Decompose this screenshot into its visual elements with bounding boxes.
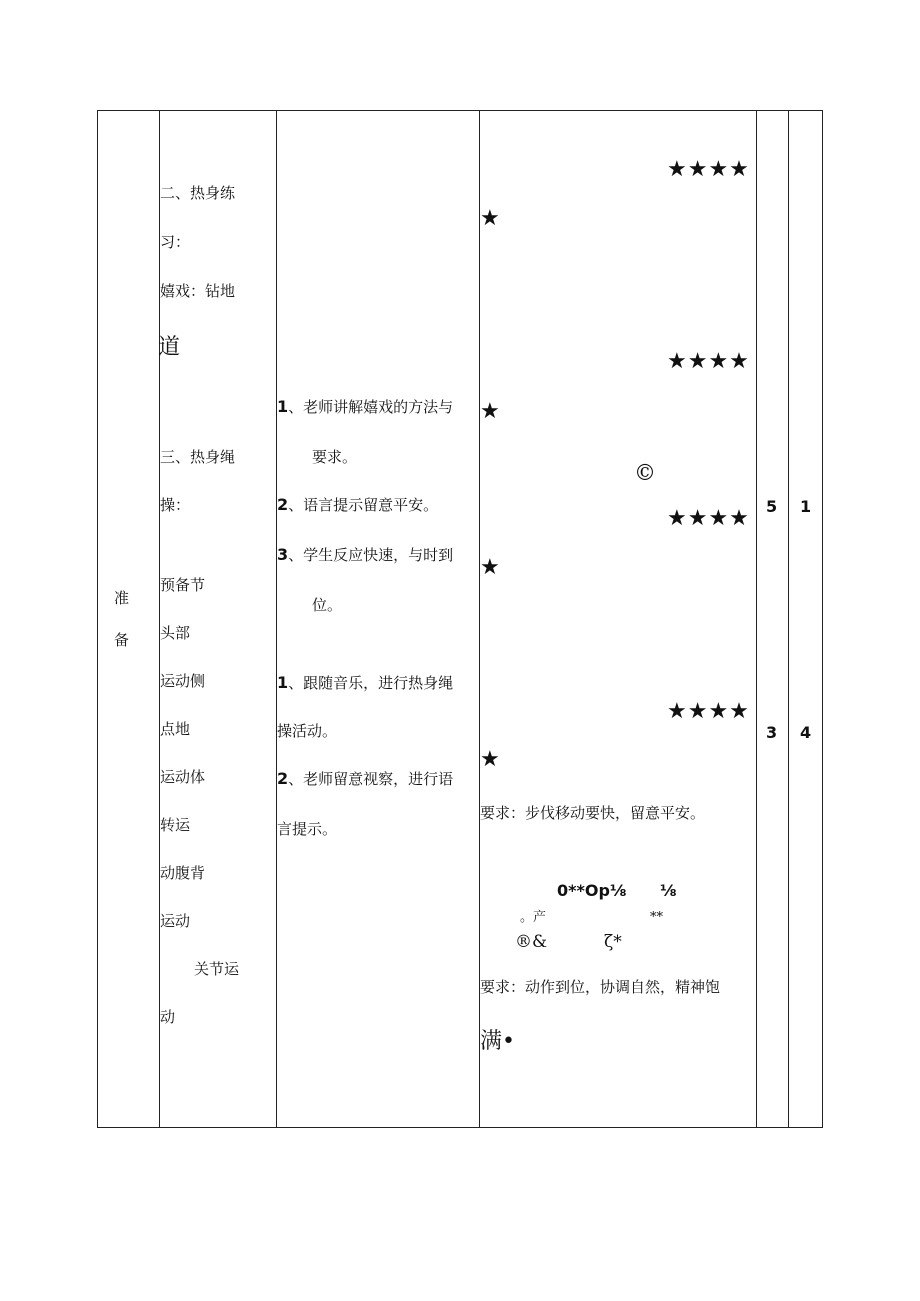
formation-stars: ★★★★ — [667, 349, 750, 374]
formation-symbols: ζ* — [604, 932, 622, 952]
rope-title: 三、热身绳 — [160, 448, 236, 466]
formation-symbols: ⅛ — [660, 881, 677, 900]
section-label-2: 备 — [114, 631, 130, 649]
move-item: 运动 — [160, 912, 191, 930]
step-text: 、语言提示留意平安。 — [288, 496, 439, 514]
formation-star: ★ — [480, 747, 501, 772]
step-number: 2 — [277, 495, 289, 514]
game-name-cont: 道 — [158, 335, 181, 360]
step-text: 、老师留意视察，进行语 — [288, 770, 454, 788]
move-item: 运动侧 — [160, 672, 206, 690]
formation-star: ★ — [480, 555, 501, 580]
formation-symbols: ®& — [515, 932, 548, 952]
move-item: 关节运 — [194, 960, 240, 978]
step-text: 、老师讲解嬉戏的方法与 — [288, 398, 454, 416]
move-item: 点地 — [160, 720, 191, 738]
time-value: 3 — [766, 723, 778, 742]
formation-star: ★ — [480, 399, 501, 424]
step-number: 3 — [277, 545, 289, 564]
requirement-text: 要求：动作到位，协调自然，精神饱 — [480, 978, 721, 996]
teacher-step — [277, 545, 453, 565]
teacher-step-cont: 位。 — [312, 596, 343, 614]
step-number: 2 — [277, 769, 289, 788]
column-divider — [756, 111, 757, 1127]
move-item: 动腹背 — [160, 864, 206, 882]
move-item: 运动体 — [160, 768, 206, 786]
teacher-step-cont: 操活动。 — [277, 722, 338, 740]
teacher-step — [277, 673, 453, 693]
count-value: 4 — [800, 723, 812, 742]
column-divider — [788, 111, 789, 1127]
step-text: 、学生反应快速，与时到 — [288, 546, 454, 564]
column-divider — [159, 111, 160, 1127]
step-number: 1 — [277, 673, 289, 692]
count-value: 1 — [800, 497, 812, 516]
formation-star: ★ — [480, 206, 501, 231]
step-text: 、跟随音乐，进行热身绳 — [288, 674, 454, 692]
move-item: 头部 — [160, 624, 191, 642]
requirement-text-cont: 满• — [480, 1029, 515, 1054]
teacher-step-cont: 言提示。 — [277, 820, 338, 838]
requirement-text: 要求：步伐移动要快，留意平安。 — [480, 804, 706, 822]
teacher-step — [277, 495, 438, 515]
warmup-title: 二、热身练 — [160, 184, 236, 202]
rope-title-cont: 操： — [160, 496, 191, 514]
formation-stars: ★★★★ — [667, 506, 750, 531]
formation-stars: ★★★★ — [667, 699, 750, 724]
teacher-step — [277, 769, 453, 789]
time-value: 5 — [766, 497, 778, 516]
step-number: 1 — [277, 397, 289, 416]
formation-symbols: ** — [650, 910, 663, 925]
move-item: 动 — [160, 1008, 176, 1026]
column-divider — [479, 111, 480, 1127]
formation-symbols: 0**Op⅛ — [557, 881, 627, 900]
formation-symbols: 。产 — [520, 910, 547, 925]
section-label-1: 准 — [114, 589, 130, 607]
teacher-step-cont: 要求。 — [312, 448, 358, 466]
move-item: 转运 — [160, 816, 191, 834]
game-name: 嬉戏：钻地 — [160, 282, 236, 300]
warmup-title-cont: 习： — [160, 233, 191, 251]
teacher-marker-icon: © — [634, 461, 656, 486]
move-item: 预备节 — [160, 576, 206, 594]
column-divider — [276, 111, 277, 1127]
formation-stars: ★★★★ — [667, 157, 750, 182]
teacher-step — [277, 397, 453, 417]
